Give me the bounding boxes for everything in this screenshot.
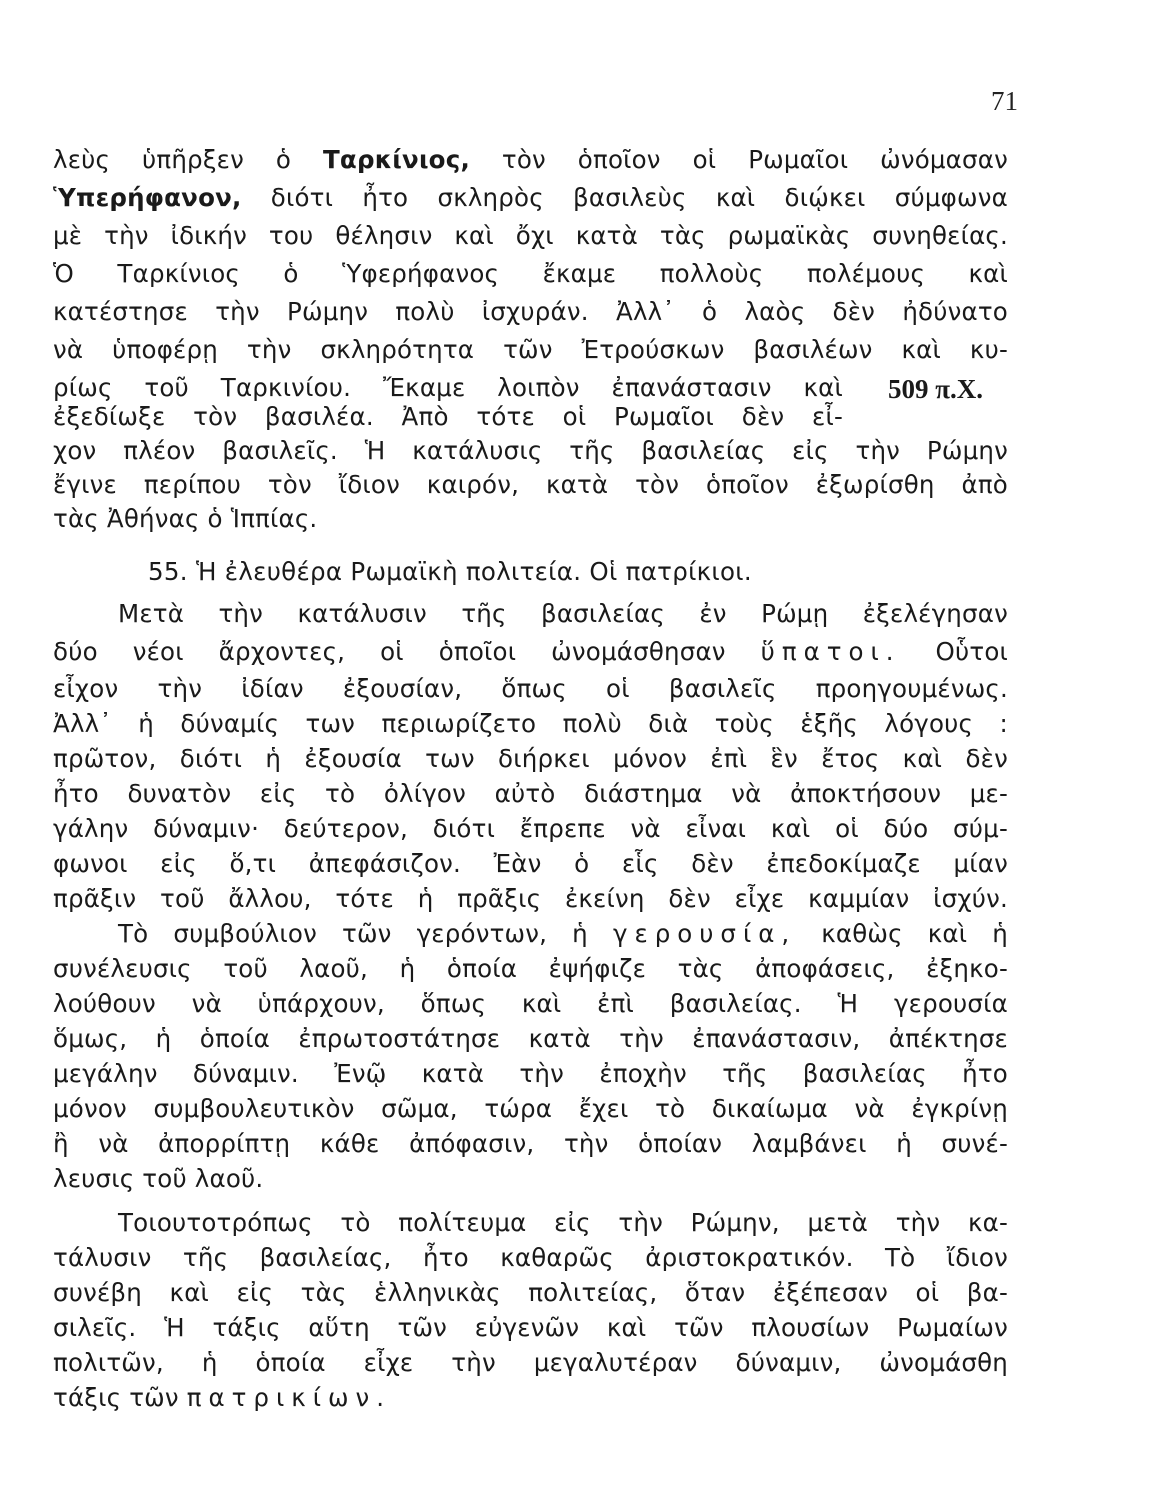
text-run: τάξις τῶν bbox=[53, 1383, 187, 1412]
text-run: τὸν ὁποῖον οἱ Ρωμαῖοι ὠνόμασαν bbox=[469, 145, 1008, 174]
text-line bbox=[53, 1381, 1008, 1415]
text-run: Οὗτοι bbox=[900, 637, 1008, 666]
text-run: λεὺς ὑπῆρξεν ὁ bbox=[53, 145, 324, 174]
text-line: Ὁ Ταρκίνιος ὁ Ὑφερήφανος ἔκαμε πολλοὺς πολέμους καὶ bbox=[53, 259, 1008, 288]
text-line: ἢ νὰ ἀπορρίπτῃ κάθε ἀπόφασιν, τὴν ὁποίαν λαμβάνει ἡ συνέ- bbox=[53, 1129, 1008, 1158]
text-line: συνέλευσις τοῦ λαοῦ, ἡ ὁποία ἐψήφιζε τὰς ἀποφάσεις, ἐξηκο- bbox=[53, 954, 1008, 983]
text-line: πρᾶξιν τοῦ ἄλλου, τότε ἡ πρᾶξις ἐκείνη δὲν εἶχε καμμίαν ἰσχύν. bbox=[53, 884, 1008, 913]
text-run: διότι ἦτο σκληρὸς βασιλεὺς καὶ διῴκει σύμφωνα bbox=[241, 183, 1008, 212]
text-line: νὰ ὑποφέρῃ τὴν σκληρότητα τῶν Ἐτρούσκων βασιλέων καὶ κυ- bbox=[53, 335, 1008, 364]
text-line bbox=[118, 917, 1008, 951]
text-line: Ἀλλ᾿ ἡ δύναμίς των περιωρίζετο πολὺ διὰ τοὺς ἑξῆς λόγους : bbox=[53, 709, 1008, 738]
text-line: φωνοι εἰς ὅ,τι ἀπεφάσιζον. Ἐὰν ὁ εἷς δὲν ἐπεδοκίμαζε μίαν bbox=[53, 849, 1008, 878]
text-line: κατέστησε τὴν Ρώμην πολὺ ἰσχυράν. Ἀλλ᾿ ὁ λαὸς δὲν ἠδύνατο bbox=[53, 297, 1008, 326]
text-line: λούθουν νὰ ὑπάρχουν, ὅπως καὶ ἐπὶ βασιλείας. Ἡ γερουσία bbox=[53, 989, 1008, 1018]
text-line: μὲ τὴν ἰδικήν του θέλησιν καὶ ὄχι κατὰ τὰς ρωμαϊκὰς συνηθείας. bbox=[53, 221, 1008, 250]
text-line: εἶχον τὴν ἰδίαν ἐξουσίαν, ὅπως οἱ βασιλεῖς προηγουμένως. bbox=[53, 674, 1008, 703]
text-line: Μετὰ τὴν κατάλυσιν τῆς βασιλείας ἐν Ρώμῃ ἐξελέγησαν bbox=[118, 599, 1008, 628]
text-line: χον πλέον βασιλεῖς. Ἡ κατάλυσις τῆς βασιλείας εἰς τὴν Ρώμην bbox=[53, 436, 1008, 465]
text-line: μεγάλην δύναμιν. Ἐνῷ κατὰ τὴν ἐποχὴν τῆς βασιλείας ἦτο bbox=[53, 1059, 1008, 1088]
text-run: Τὸ συμβούλιον τῶν γερόντων, ἡ bbox=[118, 919, 613, 948]
text-line: ἐξεδίωξε τὸν βασιλέα. Ἀπὸ τότε οἱ Ρωμαῖοι δὲν εἶ- bbox=[53, 402, 843, 431]
text-line: ἔγινε περίπου τὸν ἴδιον καιρόν, κατὰ τὸν ὁποῖον ἐξωρίσθη ἀπὸ bbox=[53, 470, 1008, 499]
text-run: δύο νέοι ἄρχοντες, οἱ ὁποῖοι ὠνομάσθησαν bbox=[53, 637, 761, 666]
text-line bbox=[53, 635, 1008, 669]
text-line: γάλην δύναμιν· δεύτερον, διότι ἔπρεπε νὰ εἶναι καὶ οἱ δύο σύμ- bbox=[53, 814, 1008, 843]
text-line: λευσις τοῦ λαοῦ. bbox=[53, 1164, 264, 1193]
text-line: τὰς Ἀθήνας ὁ Ἱππίας. bbox=[53, 504, 318, 533]
text-line: μόνον συμβουλευτικὸν σῶμα, τώρα ἔχει τὸ δικαίωμα νὰ ἐγκρίνῃ bbox=[53, 1094, 1008, 1123]
text-line: σιλεῖς. Ἡ τάξις αὕτη τῶν εὐγενῶν καὶ τῶν πλουσίων Ρωμαίων bbox=[53, 1313, 1008, 1342]
text-line: ρίως τοῦ Ταρκινίου. Ἔκαμε λοιπὸν ἐπανάστασιν καὶ bbox=[53, 373, 843, 402]
spaced-term: πατρικίων. bbox=[186, 1383, 391, 1412]
text-line: Τοιουτοτρόπως τὸ πολίτευμα εἰς τὴν Ρώμην, μετὰ τὴν κα- bbox=[118, 1208, 1008, 1237]
text-line bbox=[53, 181, 1008, 215]
text-line: ὅμως, ἡ ὁποία ἐπρωτοστάτησε κατὰ τὴν ἐπανάστασιν, ἀπέκτησε bbox=[53, 1024, 1008, 1053]
spaced-term: ὕπατοι. bbox=[760, 637, 901, 666]
text-line: τάλυσιν τῆς βασιλείας, ἦτο καθαρῶς ἀριστοκρατικόν. Τὸ ἴδιον bbox=[53, 1243, 1008, 1272]
emphasized-name: Ταρκίνιος, bbox=[323, 145, 470, 174]
page-number: 71 bbox=[991, 86, 1018, 116]
text-line: συνέβη καὶ εἰς τὰς ἑλληνικὰς πολιτείας, ὅταν ἐξέπεσαν οἱ βα- bbox=[53, 1278, 1008, 1307]
text-run: καθὼς καὶ ἡ bbox=[796, 919, 1008, 948]
text-line: ἦτο δυνατὸν εἰς τὸ ὀλίγον αὐτὸ διάστημα νὰ ἀποκτήσουν με- bbox=[53, 779, 1008, 808]
section-heading: 55. Ἡ ἐλευθέρα Ρωμαϊκὴ πολιτεία. Οἱ πατρίκιοι. bbox=[148, 557, 752, 586]
emphasized-name: Ὑπερήφανον, bbox=[53, 183, 242, 212]
spaced-term: γερουσία, bbox=[612, 919, 797, 948]
text-line bbox=[53, 143, 1008, 177]
text-line: πρῶτον, διότι ἡ ἐξουσία των διήρκει μόνον ἐπὶ ἓν ἔτος καὶ δὲν bbox=[53, 744, 1008, 773]
margin-date-note: 509 π.Χ. bbox=[888, 374, 984, 404]
text-line: πολιτῶν, ἡ ὁποία εἶχε τὴν μεγαλυτέραν δύναμιν, ὠνομάσθη bbox=[53, 1348, 1008, 1377]
